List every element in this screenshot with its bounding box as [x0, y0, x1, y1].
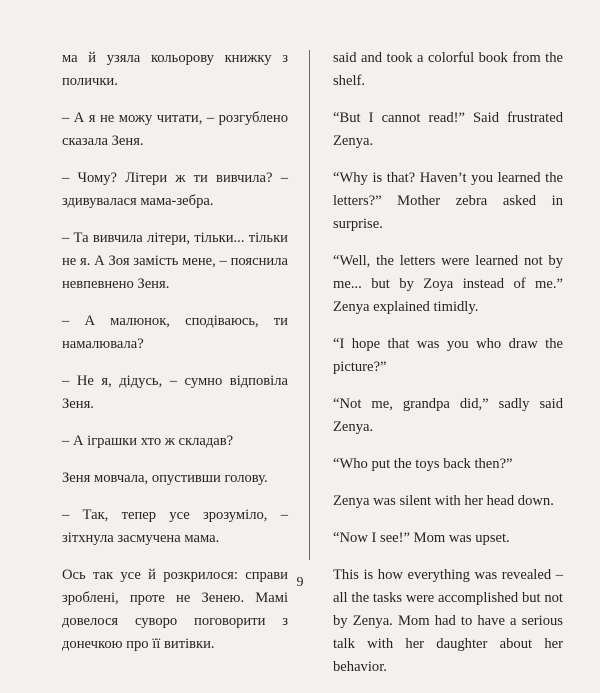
paragraph: – А я не можу читати, – розгублено сказала Зеня. [62, 110, 288, 149]
page-number: 9 [296, 575, 304, 590]
paragraph: – Не я, дідусь, – сумно відповіла Зеня. [62, 373, 288, 412]
paragraph: – Так, тепер усе зрозуміло, – зітхнула засмучена мама. [62, 507, 288, 546]
paragraph: – Та вивчила літери, тільки... тільки не я. А Зоя замість мене, – пояснила невпевнено Зеня. [62, 230, 288, 292]
paragraph: said and took a colorful book from the shelf. [333, 50, 563, 89]
paragraph: – Чому? Літери ж ти вивчила? – здивувалася мама-зебра. [62, 170, 288, 209]
paragraph: Ось так усе й розкрилося: справи зроблені, проте не Зенею. Мамі довелося суворо поговорити з донечкою про її витівки. [62, 567, 288, 652]
paragraph: This is how everything was revealed – all the tasks were accomplished but not by Zenya. Mom had to have a serious talk with her daughter about her behavior. [333, 567, 563, 675]
paragraph: “Well, the letters were learned not by me... but by Zoya instead of me.” Zenya explained timidly. [333, 253, 563, 315]
paragraph: ма й узяла кольорову книжку з полички. [62, 50, 288, 89]
paragraph: – А іграшки хто ж складав? [62, 433, 234, 449]
paragraph: “Not me, grandpa did,” sadly said Zenya. [333, 396, 563, 435]
paragraph: “I hope that was you who draw the picture?” [333, 336, 563, 375]
paragraph: “Who put the toys back then?” [333, 456, 513, 472]
paragraph: Зеня мовчала, опустивши голову. [62, 470, 268, 486]
paragraph: “But I cannot read!” Said frustrated Zenya. [333, 110, 563, 149]
column-divider [309, 50, 310, 560]
paragraph: Zenya was silent with her head down. [333, 493, 554, 509]
paragraph: – А малюнок, сподіваюсь, ти намалювала? [62, 313, 288, 352]
right-column-english [333, 47, 563, 693]
paragraph: “Why is that? Haven’t you learned the letters?” Mother zebra asked in surprise. [333, 170, 563, 232]
paragraph: “Now I see!” Mom was upset. [333, 530, 510, 546]
